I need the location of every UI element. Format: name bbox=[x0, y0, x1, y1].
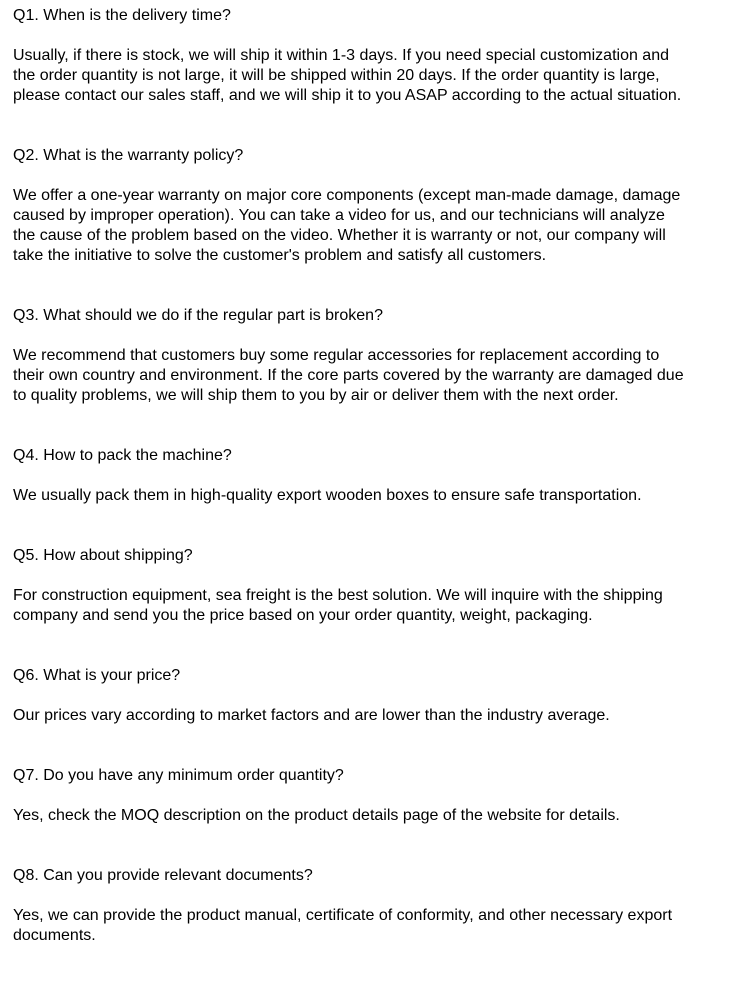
answer-line: Our prices vary according to market factors and are lower than the industry average. bbox=[13, 707, 610, 724]
answer-line: We recommend that customers buy some regular accessories for replacement according to bbox=[13, 347, 660, 364]
answer-line: their own country and environment. If the core parts covered by the warranty are damaged due bbox=[13, 367, 684, 384]
faq-question: Q2. What is the warranty policy? bbox=[13, 147, 244, 164]
answer-line: Usually, if there is stock, we will ship it within 1-3 days. If you need special customization and bbox=[13, 47, 669, 64]
answer-line: We offer a one-year warranty on major core components (except man-made damage, damage bbox=[13, 187, 681, 204]
answer-line: please contact our sales staff, and we will ship it to you ASAP according to the actual situation. bbox=[13, 87, 682, 104]
faq-item-1 bbox=[13, 6, 737, 106]
answer-line: the order quantity is not large, it will be shipped within 20 days. If the order quantity is large, bbox=[13, 67, 660, 84]
answer-line: company and send you the price based on your order quantity, weight, packaging. bbox=[13, 607, 593, 624]
faq-answer bbox=[13, 706, 737, 726]
faq-answer bbox=[13, 186, 737, 266]
answer-line: We usually pack them in high-quality export wooden boxes to ensure safe transportation. bbox=[13, 487, 642, 504]
answer-line: Yes, check the MOQ description on the product details page of the website for details. bbox=[13, 807, 620, 824]
faq-question: Q5. How about shipping? bbox=[13, 547, 193, 564]
faq-item-7 bbox=[13, 766, 737, 826]
faq-item-2 bbox=[13, 146, 737, 266]
faq-answer bbox=[13, 806, 737, 826]
faq-item-3 bbox=[13, 306, 737, 406]
faq-answer bbox=[13, 46, 737, 106]
faq-question: Q8. Can you provide relevant documents? bbox=[13, 867, 313, 884]
faq-item-8 bbox=[13, 866, 737, 946]
faq-item-5 bbox=[13, 546, 737, 626]
faq-answer bbox=[13, 346, 737, 406]
answer-line: take the initiative to solve the customer's problem and satisfy all customers. bbox=[13, 247, 547, 264]
faq-item-4 bbox=[13, 446, 737, 506]
answer-line: Yes, we can provide the product manual, certificate of conformity, and other necessary export bbox=[13, 907, 673, 924]
faq-answer bbox=[13, 906, 737, 946]
answer-line: documents. bbox=[13, 927, 96, 944]
answer-line: the cause of the problem based on the video. Whether it is warranty or not, our company will bbox=[13, 227, 666, 244]
answer-line: caused by improper operation). You can take a video for us, and our technicians will analyze bbox=[13, 207, 665, 224]
faq-question: Q3. What should we do if the regular part is broken? bbox=[13, 307, 383, 324]
faq-question: Q4. How to pack the machine? bbox=[13, 447, 232, 464]
answer-line: For construction equipment, sea freight is the best solution. We will inquire with the shipping bbox=[13, 587, 663, 604]
faq-item-6 bbox=[13, 666, 737, 726]
faq-answer bbox=[13, 486, 737, 506]
faq-answer bbox=[13, 586, 737, 626]
faq-question: Q1. When is the delivery time? bbox=[13, 7, 231, 24]
faq-question: Q6. What is your price? bbox=[13, 667, 181, 684]
faq-question: Q7. Do you have any minimum order quantity? bbox=[13, 767, 344, 784]
answer-line: to quality problems, we will ship them to you by air or deliver them with the next order. bbox=[13, 387, 619, 404]
